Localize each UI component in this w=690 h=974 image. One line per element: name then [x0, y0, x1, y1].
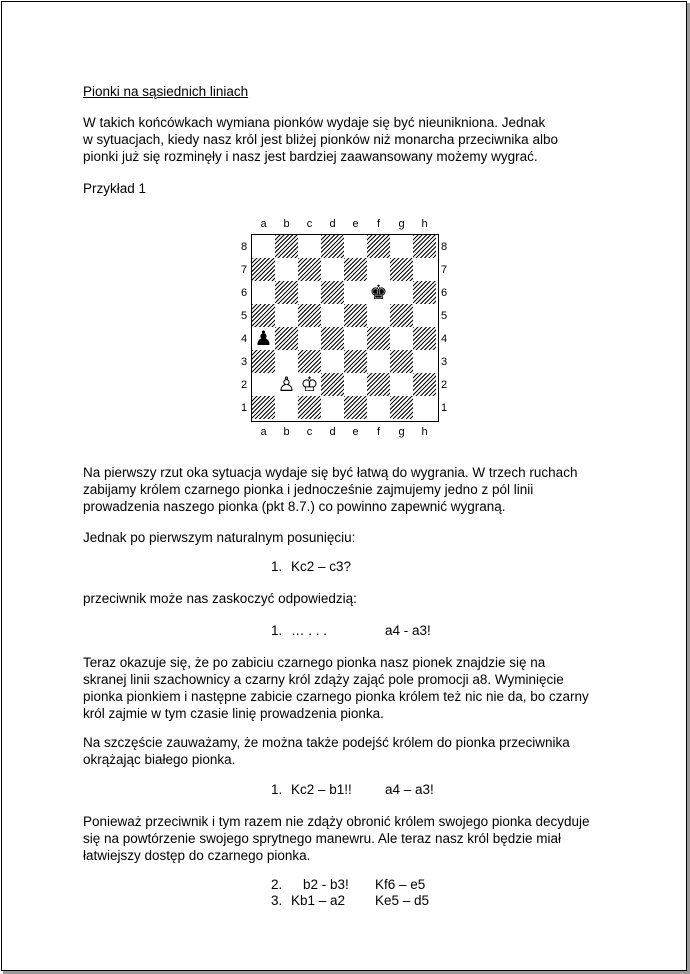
rank-label-right: 7 — [440, 264, 448, 276]
file-label-bottom: e — [352, 426, 359, 438]
square-d5 — [321, 304, 344, 327]
para3: przeciwnik może nas zaskoczyć odpowiedzią: — [83, 591, 357, 606]
move1c-black: a4 – a3! — [385, 782, 434, 797]
rank-label-left: 1 — [240, 402, 248, 414]
square-f7 — [367, 258, 390, 281]
move2-number: 2. — [271, 877, 283, 892]
para5-line-1: Na szczęście zauważamy, że można także podejść królem do pionka przeciwnika — [83, 735, 570, 750]
square-e1 — [344, 396, 367, 419]
para4-line-1: Teraz okazuje się, że po zabiciu czarnego pionka nasz pionek znajdzie się na — [83, 655, 546, 670]
para1-line-3: prowadzenia naszego pionka (pkt 8.7.) co powinno zapewnić wygraną. — [83, 499, 506, 514]
square-d2 — [321, 373, 344, 396]
move3-black: Ke5 – d5 — [375, 893, 430, 908]
file-label-bottom: g — [398, 426, 405, 438]
file-label-bottom: f — [376, 426, 381, 438]
para4-line-2: skranej linii szachownicy a czarny król zdąży zająć pole promocji a8. Wyminięcie — [83, 672, 564, 687]
square-c7 — [298, 258, 321, 281]
square-e3 — [344, 350, 367, 373]
square-h2 — [413, 373, 436, 396]
square-d3 — [321, 350, 344, 373]
square-g3 — [390, 350, 413, 373]
move2-black: Kf6 – e5 — [375, 877, 426, 892]
rank-label-left: 5 — [240, 310, 248, 322]
square-g7 — [390, 258, 413, 281]
example-label: Przykład 1 — [83, 181, 147, 196]
para4-line-3: pionka pionkiem i następne zabicie czarnego pionka królem też nic nie da, bo czarny — [83, 689, 589, 704]
section-title: Pionki na sąsiednich liniach — [83, 84, 249, 99]
file-label-bottom: h — [421, 426, 428, 438]
square-c4 — [298, 327, 321, 350]
rank-label-right: 8 — [440, 241, 448, 253]
move3-white: Kb1 – a2 — [291, 893, 346, 908]
rank-label-left: 6 — [240, 287, 248, 299]
move1b-white: … . . . — [291, 623, 328, 638]
rank-label-right: 2 — [440, 379, 448, 391]
para2: Jednak po pierwszym naturalnym posunięciu: — [83, 530, 356, 545]
square-b4 — [275, 327, 298, 350]
rank-label-right: 6 — [440, 287, 448, 299]
square-h4 — [413, 327, 436, 350]
square-e4 — [344, 327, 367, 350]
para4-line-4: król zajmie w tym czasie linię prowadzenia pionka. — [83, 706, 384, 721]
chess-board — [251, 234, 439, 422]
square-a5 — [252, 304, 275, 327]
square-a1 — [252, 396, 275, 419]
rank-label-left: 3 — [240, 356, 248, 368]
para6-line-3: łatwiejszy dostęp do czarnego pionka. — [83, 848, 311, 863]
move1c-white: Kc2 – b1!! — [291, 782, 352, 797]
square-d1 — [321, 396, 344, 419]
square-f1 — [367, 396, 390, 419]
rank-label-right: 1 — [440, 402, 448, 414]
square-d8 — [321, 235, 344, 258]
square-g8 — [390, 235, 413, 258]
move2-white: b2 - b3! — [303, 877, 349, 892]
square-f4 — [367, 327, 390, 350]
square-h7 — [413, 258, 436, 281]
file-label-bottom: d — [329, 426, 336, 438]
square-d4 — [321, 327, 344, 350]
para1-line-1: Na pierwszy rzut oka sytuacja wydaje się być łatwą do wygrania. W trzech ruchach — [83, 465, 578, 480]
square-f8 — [367, 235, 390, 258]
square-d7 — [321, 258, 344, 281]
file-label-bottom: c — [306, 426, 313, 438]
square-h5 — [413, 304, 436, 327]
rank-label-left: 8 — [240, 241, 248, 253]
para5-line-2: okrążając białego pionka. — [83, 752, 236, 767]
black-king-icon: ♚ — [367, 281, 390, 304]
white-pawn-icon: ♙ — [275, 373, 298, 396]
square-a8 — [252, 235, 275, 258]
move1b-black: a4 - a3! — [385, 623, 431, 638]
move3-number: 3. — [271, 893, 283, 908]
square-f5 — [367, 304, 390, 327]
intro-line-2: w sytuacjach, kiedy nasz król jest bliżej pionków niż monarcha przeciwnika albo — [83, 132, 558, 147]
move1-number: 1. — [271, 559, 283, 574]
square-h8 — [413, 235, 436, 258]
square-f2 — [367, 373, 390, 396]
square-h3 — [413, 350, 436, 373]
rank-label-left: 7 — [240, 264, 248, 276]
file-label-top: f — [376, 218, 381, 230]
file-label-top: b — [283, 218, 290, 230]
square-e8 — [344, 235, 367, 258]
square-g5 — [390, 304, 413, 327]
square-f3 — [367, 350, 390, 373]
file-label-top: h — [421, 218, 428, 230]
move1c-number: 1. — [271, 782, 283, 797]
square-c3 — [298, 350, 321, 373]
rank-label-right: 4 — [440, 333, 448, 345]
file-label-top: d — [329, 218, 336, 230]
intro-line-1: W takich końcówkach wymiana pionków wydaje się być nieunikniona. Jednak — [83, 115, 546, 130]
square-g2 — [390, 373, 413, 396]
square-e5 — [344, 304, 367, 327]
para6-line-1: Ponieważ przeciwnik i tym razem nie zdąży obronić królem swojego pionka decyduje — [83, 814, 590, 829]
square-b1 — [275, 396, 298, 419]
file-label-top: g — [398, 218, 405, 230]
square-c1 — [298, 396, 321, 419]
black-pawn-icon: ♟ — [252, 327, 275, 350]
move1-white: Kc2 – c3? — [291, 559, 352, 574]
square-a3 — [252, 350, 275, 373]
rank-label-left: 4 — [240, 333, 248, 345]
file-label-top: c — [306, 218, 313, 230]
square-g6 — [390, 281, 413, 304]
file-label-top: a — [260, 218, 267, 230]
para1-line-2: zabijamy królem czarnego pionka i jednocześnie zajmujemy jedno z pól linii — [83, 482, 534, 497]
para6-line-2: się na powtórzenie swojego sprytnego manewru. Ale teraz nasz król będzie miał — [83, 831, 561, 846]
square-b3 — [275, 350, 298, 373]
square-a2 — [252, 373, 275, 396]
square-b6 — [275, 281, 298, 304]
file-label-bottom: a — [260, 426, 267, 438]
square-e6 — [344, 281, 367, 304]
square-b5 — [275, 304, 298, 327]
rank-label-right: 3 — [440, 356, 448, 368]
square-c6 — [298, 281, 321, 304]
square-c8 — [298, 235, 321, 258]
square-g1 — [390, 396, 413, 419]
square-e2 — [344, 373, 367, 396]
square-b7 — [275, 258, 298, 281]
file-label-top: e — [352, 218, 359, 230]
rank-label-right: 5 — [440, 310, 448, 322]
square-d6 — [321, 281, 344, 304]
square-h6 — [413, 281, 436, 304]
file-label-bottom: b — [283, 426, 290, 438]
square-h1 — [413, 396, 436, 419]
move1b-number: 1. — [271, 623, 283, 638]
square-c5 — [298, 304, 321, 327]
square-g4 — [390, 327, 413, 350]
white-king-icon: ♔ — [298, 373, 321, 396]
intro-line-3: pionki już się rozminęły i nasz jest bardziej zaawansowany możemy wygrać. — [83, 149, 538, 164]
square-b8 — [275, 235, 298, 258]
square-a6 — [252, 281, 275, 304]
square-a7 — [252, 258, 275, 281]
rank-label-left: 2 — [240, 379, 248, 391]
square-e7 — [344, 258, 367, 281]
